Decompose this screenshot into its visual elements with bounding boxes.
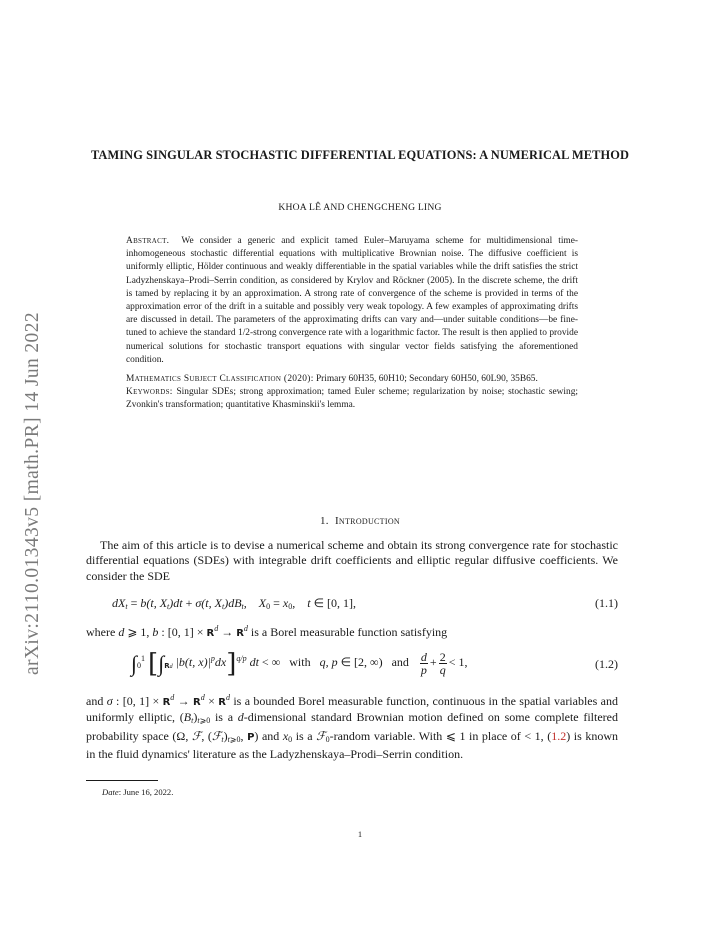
p2-text-a: where (86, 625, 119, 639)
p3-text-c: is a (210, 710, 238, 725)
footnote-divider (86, 780, 158, 781)
section-heading (80, 515, 640, 527)
keywords-label: Keywords: (126, 387, 173, 398)
footnote-date (102, 787, 173, 797)
p3-text-a: and (86, 694, 107, 708)
msc-line (126, 373, 578, 386)
equation-1-1-number: (1.1) (595, 596, 618, 610)
equation-1-2-reference-link[interactable]: 1.2 (551, 728, 567, 743)
intro-paragraph-1: The aim of this article is to devise a numerical scheme and obtain its strong convergence rate for stochastic differential equations (SDEs) with integrable drift coefficients and elliptic regular diffusive coefficients. We consider the SDE (86, 538, 618, 583)
p3-text-d: -dimensional standard Brownian motion defined on some complete filtered probability space (86, 710, 618, 743)
p2-text-b: is a Borel measurable function satisfying (247, 625, 448, 639)
p3-text-e: and (258, 728, 283, 743)
intro-paragraph-3: and σ : [0, $1] \times R^d \to R^d \times R^d$ is a bounded Borel measurable function, continuous in the spatial variables and uniformly elliptic, $(B_t)_{t⩾0}$ is a d-dimensional standard Brownian motion defined on some complete filtered probability space (Ω, ℱ, $(ℱ_t)_{t⩾0}$, P) and $x_0$ is a ℱ$_0$-random variable. With ⩽ 1 in place of < 1, (1.2) is known in the fluid dynamics' literature as the Ladyzhenskaya–Prodi–Serrin condition. (86, 693, 619, 761)
equation-1-2-and: and (391, 655, 409, 669)
p3-text-j: ) is known in the fluid dynamics' literature as the Ladyzhenskaya–Prodi–Serrin condition. (86, 728, 619, 761)
msc-text: Primary 60H35, 60H10; Secondary 60H50, 60L90, 35B65. (315, 374, 538, 385)
p3-text-h: in place of (465, 728, 525, 743)
keywords-text: Singular SDEs; strong approximation; tamed Euler scheme; regularization by noise; stochastic sewing; Zvonkin's transformation; quantitative Khasminskii's lemma. (126, 387, 578, 411)
p3-text-f: is a (292, 728, 317, 743)
abstract-paragraph (126, 235, 578, 367)
paper-authors: KHOA LÊ AND CHENGCHENG LING (278, 202, 442, 213)
equation-1-2 (86, 645, 618, 683)
equation-1-1 (86, 596, 618, 612)
msc-label: Mathematics Subject Classification (2020): (126, 374, 314, 385)
paper-title: TAMING SINGULAR STOCHASTIC DIFFERENTIAL EQUATIONS: A NUMERICAL METHOD (90, 148, 630, 162)
page-number: 1 (357, 829, 363, 839)
section-number: 1. (319, 515, 329, 527)
footnote-label: Date (102, 787, 119, 797)
abstract-block (126, 235, 578, 413)
intro-paragraph-2: where d ⩾ 1, b : [0, $1] \times R^d \to R^d$ is a Borel measurable function satisfying (86, 624, 448, 639)
footnote-text: : June 16, 2022. (118, 787, 174, 797)
equation-1-2-number: (1.2) (595, 657, 618, 671)
equation-1-2-body: $\int_0^1$ [$\int_{Rd}$ |b(t, $x)|^pdx]^{q/p}$ dt < ∞ with q, p ∈ [2, ∞) and $\frac{d}{p}$ + $\frac{2}{q}$ < 1, (131, 649, 468, 679)
abstract-text: We consider a generic and explicit tamed Euler–Maruyama scheme for multidimensional time-inhomogeneous stochastic differential equations with multiplicative Brownian noise. The diffusive coefficient is uniformly elliptic, Hölder continuous and weakly differentiable in the spatial variables while the drift satisfies the strict Ladyzhenskaya–Prodi–Serrin condition, as considered by Krylov and Röckner (2005). In the discrete scheme, the drift is tamed by replacing it by an approximation. A strong rate of convergence of the scheme is provided in terms of the approximation error of the drift in a suitable and possibly very weak topology. A few examples of approximating drifts are discussed in detail. The parameters of the approximating drifts can vary and—under suitable conditions—be fine-tuned to achieve the standard 1/2-strong convergence rate with a logarithmic factor. The result is then applied to provide numerical solutions for stochastic transport equations with singular vector fields satisfying the aforementioned condition. (126, 236, 578, 365)
keywords-line (126, 386, 578, 412)
equation-1-2-with: with (289, 655, 311, 669)
abstract-label: Abstract. (126, 236, 170, 246)
p3-text-i: , ( (540, 728, 552, 743)
equation-1-1-body: $dX_t = b(t$, $X_t)dt + \sigma(t$, $X_t)dB_t$, $X_0 = x_0$, t ∈ [0, 1], (112, 596, 357, 611)
section-title: Introduction (334, 515, 400, 527)
p3-text-b: is a bounded Borel measurable function, continuous in the spatial variables and uniformly elliptic, (86, 694, 619, 725)
arxiv-identifier-stamp: arXiv:2110.01343v5 [math.PR] 14 Jun 2022 (22, 311, 43, 675)
p3-text-g: -random variable. With (329, 728, 446, 743)
